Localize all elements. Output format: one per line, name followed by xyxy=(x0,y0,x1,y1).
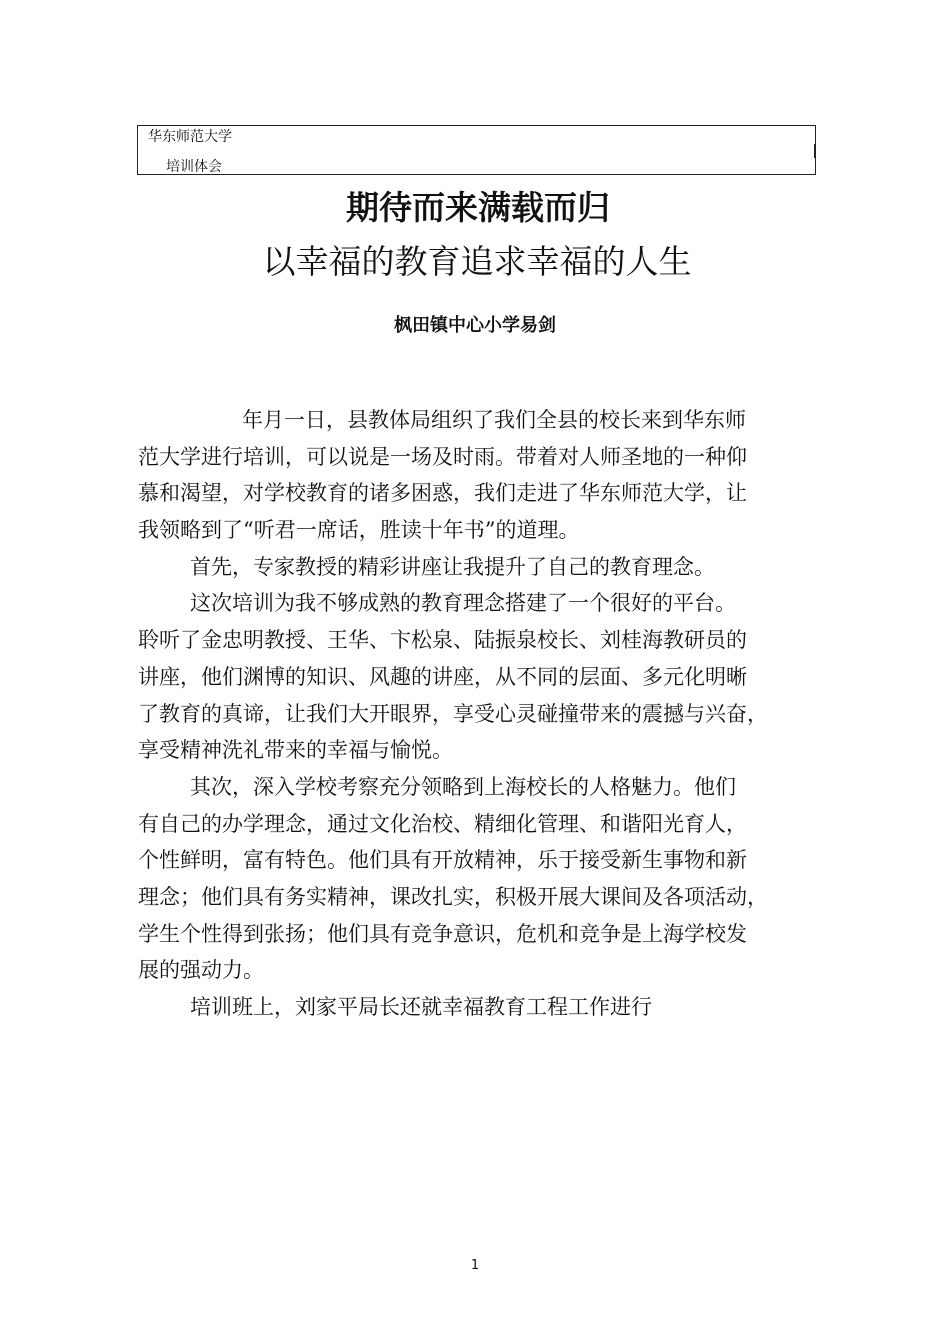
body-line: 首先，专家教授的精彩讲座让我提升了自己的教育理念。 xyxy=(190,554,715,579)
page-number: 1 xyxy=(470,1258,480,1273)
body-line: 我领略到了“听君一席话，胜读十年书”的道理。 xyxy=(138,518,580,543)
author-line: 枫田镇中心小学易剑 xyxy=(394,315,556,336)
body-line: 慕和渴望，对学校教育的诸多困惑，我们走进了华东师范大学，让 xyxy=(138,481,747,506)
body-line: 培训班上，刘家平局长还就幸福教育工程工作进行 xyxy=(190,995,652,1019)
body-line: 了教育的真谛，让我们大开眼界，享受心灵碰撞带来的震撼与兴奋， xyxy=(138,701,768,726)
body-line: 这次培训为我不够成熟的教育理念搭建了一个很好的平台。 xyxy=(190,591,736,616)
body-line: 聆听了金忠明教授、王华、卞松泉、陆振泉校长、刘桂海教研员的 xyxy=(138,628,747,653)
body-line: 享受精神洗礼带来的幸福与愉悦。 xyxy=(138,738,453,763)
body-line: 讲座，他们渊博的知识、风趣的讲座，从不同的层面、多元化明晰 xyxy=(138,664,747,689)
body-line: 其次，深入学校考察充分领略到上海校长的人格魅力。他们 xyxy=(190,774,736,799)
header-box-tick xyxy=(814,144,816,158)
body-line: 展的强动力。 xyxy=(138,958,264,983)
sub-title: 以幸福的教育追求幸福的人生 xyxy=(262,242,692,281)
body-line: 有自己的办学理念，通过文化治校、精细化管理、和谐阳光育人， xyxy=(138,811,747,836)
header-subtitle: 培训体会 xyxy=(166,159,222,175)
header-box xyxy=(137,125,816,175)
body-line: 理念；他们具有务实精神，课改扎实，积极开展大课间及各项活动， xyxy=(138,884,768,909)
body-line: 学生个性得到张扬；他们具有竞争意识，危机和竞争是上海学校发 xyxy=(138,921,747,946)
header-institution: 华东师范大学 xyxy=(148,129,232,145)
body-line: 范大学进行培训，可以说是一场及时雨。带着对人师圣地的一种仰 xyxy=(138,444,747,469)
body-text xyxy=(138,402,828,1026)
body-line: 个性鲜明，富有特色。他们具有开放精神，乐于接受新生事物和新 xyxy=(138,848,747,873)
body-line: 年月一日，县教体局组织了我们全县的校长来到华东师 xyxy=(242,408,746,432)
main-title: 期待而来满载而归 xyxy=(346,188,610,227)
